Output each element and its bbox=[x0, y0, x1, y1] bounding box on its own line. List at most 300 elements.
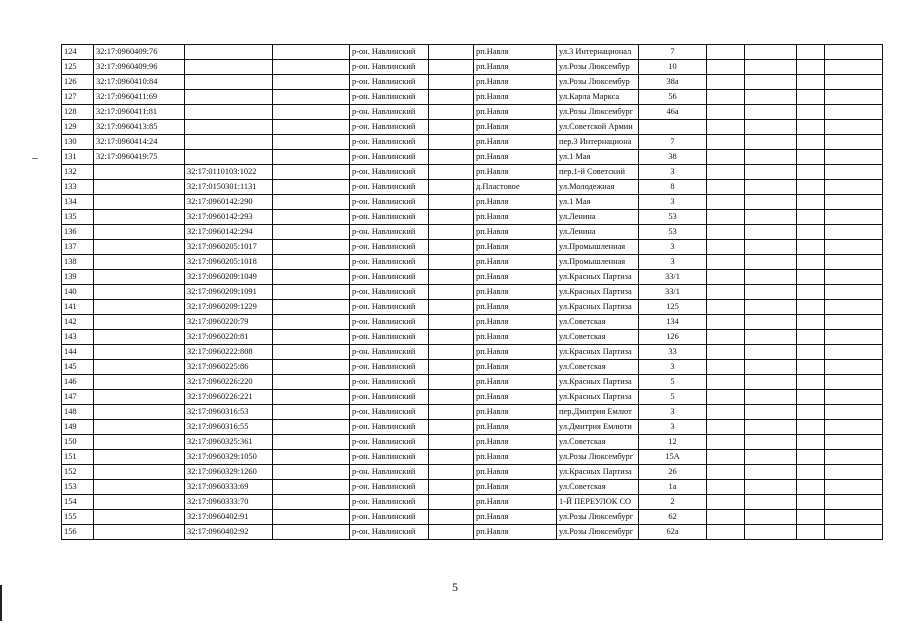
empty-cell bbox=[707, 135, 745, 150]
empty-cell bbox=[707, 180, 745, 195]
empty-cell bbox=[429, 405, 474, 420]
page-number: 5 bbox=[452, 580, 458, 594]
cadastral-number-cell bbox=[94, 510, 185, 525]
district-cell: р-он. Навлинский bbox=[350, 90, 429, 105]
empty-cell bbox=[273, 375, 350, 390]
cadastral-number-cell bbox=[94, 405, 185, 420]
empty-cell bbox=[825, 195, 883, 210]
empty-cell bbox=[273, 195, 350, 210]
empty-cell bbox=[429, 150, 474, 165]
row-number-cell: 144 bbox=[62, 345, 94, 360]
empty-cell bbox=[707, 165, 745, 180]
cadastral-number-alt-cell: 32:17:0960333:70 bbox=[185, 495, 273, 510]
empty-cell bbox=[797, 225, 825, 240]
empty-cell bbox=[745, 330, 797, 345]
empty-cell bbox=[797, 150, 825, 165]
table-row bbox=[62, 480, 883, 495]
empty-cell bbox=[825, 330, 883, 345]
locality-cell: рп.Навля bbox=[474, 135, 557, 150]
empty-cell bbox=[825, 300, 883, 315]
empty-cell bbox=[797, 525, 825, 540]
empty-cell bbox=[429, 90, 474, 105]
empty-cell bbox=[273, 45, 350, 60]
cadastral-number-cell bbox=[94, 225, 185, 240]
empty-cell bbox=[429, 75, 474, 90]
district-cell: р-он. Навлинский bbox=[350, 45, 429, 60]
table-row bbox=[62, 495, 883, 510]
house-number-cell: 125 bbox=[639, 300, 707, 315]
table-row bbox=[62, 270, 883, 285]
empty-cell bbox=[797, 315, 825, 330]
street-cell: ул.Молодежная bbox=[557, 180, 639, 195]
cadastral-number-alt-cell: 32:17:0960205:1017 bbox=[185, 240, 273, 255]
locality-cell: рп.Навля bbox=[474, 375, 557, 390]
cadastral-number-alt-cell: 32:17:0960225:86 bbox=[185, 360, 273, 375]
empty-cell bbox=[429, 195, 474, 210]
cadastral-number-cell: 32:17:0960413:85 bbox=[94, 120, 185, 135]
house-number-cell: 33/1 bbox=[639, 270, 707, 285]
row-number-cell: 143 bbox=[62, 330, 94, 345]
locality-cell: рп.Навля bbox=[474, 330, 557, 345]
street-cell: ул.Промышленная bbox=[557, 240, 639, 255]
cadastral-number-alt-cell: 32:17:0960329:1260 bbox=[185, 465, 273, 480]
street-cell: ул.Красных Партиза bbox=[557, 375, 639, 390]
house-number-cell: 126 bbox=[639, 330, 707, 345]
empty-cell bbox=[429, 435, 474, 450]
empty-cell bbox=[825, 405, 883, 420]
empty-cell bbox=[825, 390, 883, 405]
empty-cell bbox=[825, 165, 883, 180]
empty-cell bbox=[429, 360, 474, 375]
empty-cell bbox=[825, 525, 883, 540]
cadastral-number-cell bbox=[94, 495, 185, 510]
empty-cell bbox=[797, 210, 825, 225]
house-number-cell: 53 bbox=[639, 210, 707, 225]
empty-cell bbox=[273, 240, 350, 255]
house-number-cell: 53 bbox=[639, 225, 707, 240]
district-cell: р-он. Навлинский bbox=[350, 510, 429, 525]
district-cell: р-он. Навлинский bbox=[350, 375, 429, 390]
empty-cell bbox=[797, 345, 825, 360]
house-number-cell: 1а bbox=[639, 480, 707, 495]
row-number-cell: 152 bbox=[62, 465, 94, 480]
table-row bbox=[62, 420, 883, 435]
locality-cell: рп.Навля bbox=[474, 405, 557, 420]
empty-cell bbox=[825, 135, 883, 150]
empty-cell bbox=[707, 270, 745, 285]
street-cell: ул.Ленина bbox=[557, 210, 639, 225]
street-cell: ул.Дмитрия Емлюти bbox=[557, 420, 639, 435]
empty-cell bbox=[825, 420, 883, 435]
empty-cell bbox=[707, 225, 745, 240]
empty-cell bbox=[429, 180, 474, 195]
house-number-cell: 7 bbox=[639, 45, 707, 60]
empty-cell bbox=[797, 270, 825, 285]
empty-cell bbox=[707, 240, 745, 255]
row-number-cell: 155 bbox=[62, 510, 94, 525]
cadastral-number-cell: 32:17:0960409:76 bbox=[94, 45, 185, 60]
empty-cell bbox=[273, 60, 350, 75]
street-cell: пер.1-й Советский bbox=[557, 165, 639, 180]
cadastral-number-alt-cell: 32:17:0960325:361 bbox=[185, 435, 273, 450]
district-cell: р-он. Навлинский bbox=[350, 120, 429, 135]
empty-cell bbox=[273, 285, 350, 300]
district-cell: р-он. Навлинский bbox=[350, 450, 429, 465]
street-cell: ул.Розы Люксембур bbox=[557, 60, 639, 75]
empty-cell bbox=[825, 150, 883, 165]
empty-cell bbox=[745, 360, 797, 375]
locality-cell: рп.Навля bbox=[474, 450, 557, 465]
house-number-cell: 26 bbox=[639, 465, 707, 480]
street-cell: ул.Розы Люксембург bbox=[557, 525, 639, 540]
empty-cell bbox=[797, 285, 825, 300]
street-cell: ул.Советская bbox=[557, 435, 639, 450]
locality-cell: рп.Навля bbox=[474, 360, 557, 375]
cadastral-number-cell: 32:17:0960419:75 bbox=[94, 150, 185, 165]
empty-cell bbox=[273, 360, 350, 375]
row-number-cell: 139 bbox=[62, 270, 94, 285]
empty-cell bbox=[825, 495, 883, 510]
district-cell: р-он. Навлинский bbox=[350, 315, 429, 330]
empty-cell bbox=[745, 90, 797, 105]
empty-cell bbox=[707, 525, 745, 540]
table-row bbox=[62, 240, 883, 255]
row-number-cell: 147 bbox=[62, 390, 94, 405]
empty-cell bbox=[429, 315, 474, 330]
empty-cell bbox=[429, 210, 474, 225]
empty-cell bbox=[707, 195, 745, 210]
margin-mark bbox=[32, 158, 38, 159]
locality-cell: рп.Навля bbox=[474, 210, 557, 225]
empty-cell bbox=[745, 195, 797, 210]
street-cell: ул.Советская bbox=[557, 330, 639, 345]
cadastral-number-cell bbox=[94, 480, 185, 495]
cadastral-number-alt-cell: 32:17:0960226:220 bbox=[185, 375, 273, 390]
table-row bbox=[62, 345, 883, 360]
house-number-cell: 3 bbox=[639, 165, 707, 180]
locality-cell: рп.Навля bbox=[474, 285, 557, 300]
empty-cell bbox=[707, 120, 745, 135]
cadastral-number-alt-cell: 32:17:0960209:1229 bbox=[185, 300, 273, 315]
empty-cell bbox=[429, 480, 474, 495]
table-row bbox=[62, 315, 883, 330]
cadastral-number-alt-cell: 32:17:0960142:294 bbox=[185, 225, 273, 240]
empty-cell bbox=[745, 210, 797, 225]
empty-cell bbox=[273, 300, 350, 315]
empty-cell bbox=[745, 135, 797, 150]
empty-cell bbox=[825, 285, 883, 300]
empty-cell bbox=[273, 465, 350, 480]
district-cell: р-он. Навлинский bbox=[350, 390, 429, 405]
empty-cell bbox=[797, 195, 825, 210]
cadastral-number-alt-cell: 32:17:0960402:92 bbox=[185, 525, 273, 540]
cadastral-number-alt-cell bbox=[185, 90, 273, 105]
cadastral-number-cell bbox=[94, 165, 185, 180]
street-cell: 1-Й ПЕРЕУЛОК СО bbox=[557, 495, 639, 510]
house-number-cell bbox=[639, 120, 707, 135]
empty-cell bbox=[745, 165, 797, 180]
cadastral-number-cell: 32:17:0960409:96 bbox=[94, 60, 185, 75]
locality-cell: рп.Навля bbox=[474, 435, 557, 450]
cadastral-number-alt-cell: 32:17:0150301:1131 bbox=[185, 180, 273, 195]
empty-cell bbox=[707, 330, 745, 345]
locality-cell: д.Пластовое bbox=[474, 180, 557, 195]
empty-cell bbox=[707, 480, 745, 495]
street-cell: ул.Красных Партиза bbox=[557, 270, 639, 285]
empty-cell bbox=[745, 45, 797, 60]
empty-cell bbox=[273, 510, 350, 525]
district-cell: р-он. Навлинский bbox=[350, 525, 429, 540]
empty-cell bbox=[797, 465, 825, 480]
empty-cell bbox=[797, 420, 825, 435]
cadastral-number-cell bbox=[94, 180, 185, 195]
row-number-cell: 141 bbox=[62, 300, 94, 315]
empty-cell bbox=[429, 465, 474, 480]
empty-cell bbox=[429, 375, 474, 390]
row-number-cell: 131 bbox=[62, 150, 94, 165]
house-number-cell: 38 bbox=[639, 150, 707, 165]
empty-cell bbox=[273, 225, 350, 240]
property-registry-table bbox=[61, 44, 883, 540]
empty-cell bbox=[745, 180, 797, 195]
street-cell: ул.Промышленная bbox=[557, 255, 639, 270]
district-cell: р-он. Навлинский bbox=[350, 285, 429, 300]
locality-cell: рп.Навля bbox=[474, 495, 557, 510]
empty-cell bbox=[273, 135, 350, 150]
cadastral-number-cell: 32:17:0960414:24 bbox=[94, 135, 185, 150]
empty-cell bbox=[707, 450, 745, 465]
empty-cell bbox=[707, 360, 745, 375]
table-row bbox=[62, 285, 883, 300]
cadastral-number-cell bbox=[94, 315, 185, 330]
district-cell: р-он. Навлинский bbox=[350, 405, 429, 420]
street-cell: ул.1 Мая bbox=[557, 195, 639, 210]
empty-cell bbox=[825, 345, 883, 360]
empty-cell bbox=[797, 240, 825, 255]
house-number-cell: 3 bbox=[639, 420, 707, 435]
cadastral-number-alt-cell bbox=[185, 105, 273, 120]
empty-cell bbox=[825, 450, 883, 465]
street-cell: пер.3 Интернациона bbox=[557, 135, 639, 150]
cadastral-number-cell bbox=[94, 375, 185, 390]
cadastral-number-cell bbox=[94, 435, 185, 450]
empty-cell bbox=[429, 390, 474, 405]
locality-cell: рп.Навля bbox=[474, 300, 557, 315]
district-cell: р-он. Навлинский bbox=[350, 435, 429, 450]
locality-cell: рп.Навля bbox=[474, 345, 557, 360]
row-number-cell: 142 bbox=[62, 315, 94, 330]
district-cell: р-он. Навлинский bbox=[350, 105, 429, 120]
empty-cell bbox=[797, 60, 825, 75]
table-row bbox=[62, 90, 883, 105]
table-row bbox=[62, 450, 883, 465]
cadastral-number-alt-cell: 32:17:0960402:91 bbox=[185, 510, 273, 525]
cadastral-number-alt-cell bbox=[185, 120, 273, 135]
district-cell: р-он. Навлинский bbox=[350, 180, 429, 195]
empty-cell bbox=[273, 525, 350, 540]
street-cell: ул.Советская bbox=[557, 360, 639, 375]
empty-cell bbox=[707, 465, 745, 480]
locality-cell: рп.Навля bbox=[474, 270, 557, 285]
row-number-cell: 130 bbox=[62, 135, 94, 150]
empty-cell bbox=[707, 75, 745, 90]
empty-cell bbox=[825, 210, 883, 225]
cadastral-number-alt-cell bbox=[185, 45, 273, 60]
empty-cell bbox=[273, 90, 350, 105]
empty-cell bbox=[429, 240, 474, 255]
empty-cell bbox=[745, 315, 797, 330]
street-cell: ул.Советская bbox=[557, 480, 639, 495]
empty-cell bbox=[825, 45, 883, 60]
empty-cell bbox=[745, 525, 797, 540]
house-number-cell: 3 bbox=[639, 255, 707, 270]
empty-cell bbox=[707, 60, 745, 75]
empty-cell bbox=[273, 345, 350, 360]
table-row bbox=[62, 330, 883, 345]
empty-cell bbox=[745, 120, 797, 135]
empty-cell bbox=[745, 240, 797, 255]
empty-cell bbox=[797, 105, 825, 120]
house-number-cell: 10 bbox=[639, 60, 707, 75]
locality-cell: рп.Навля bbox=[474, 105, 557, 120]
empty-cell bbox=[797, 330, 825, 345]
empty-cell bbox=[273, 255, 350, 270]
empty-cell bbox=[273, 420, 350, 435]
empty-cell bbox=[797, 135, 825, 150]
district-cell: р-он. Навлинский bbox=[350, 345, 429, 360]
district-cell: р-он. Навлинский bbox=[350, 255, 429, 270]
table-row bbox=[62, 150, 883, 165]
empty-cell bbox=[825, 315, 883, 330]
cadastral-number-alt-cell bbox=[185, 150, 273, 165]
empty-cell bbox=[825, 255, 883, 270]
street-cell: ул.Розы Люксембур bbox=[557, 75, 639, 90]
empty-cell bbox=[745, 270, 797, 285]
cadastral-number-cell bbox=[94, 525, 185, 540]
row-number-cell: 136 bbox=[62, 225, 94, 240]
district-cell: р-он. Навлинский bbox=[350, 330, 429, 345]
cadastral-number-alt-cell: 32:17:0960226:221 bbox=[185, 390, 273, 405]
table-row bbox=[62, 300, 883, 315]
empty-cell bbox=[707, 210, 745, 225]
empty-cell bbox=[273, 405, 350, 420]
district-cell: р-он. Навлинский bbox=[350, 360, 429, 375]
table-row bbox=[62, 165, 883, 180]
house-number-cell: 5 bbox=[639, 390, 707, 405]
empty-cell bbox=[745, 480, 797, 495]
row-number-cell: 129 bbox=[62, 120, 94, 135]
district-cell: р-он. Навлинский bbox=[350, 75, 429, 90]
locality-cell: рп.Навля bbox=[474, 60, 557, 75]
district-cell: р-он. Навлинский bbox=[350, 195, 429, 210]
cadastral-number-alt-cell: 32:17:0960316:53 bbox=[185, 405, 273, 420]
locality-cell: рп.Навля bbox=[474, 90, 557, 105]
empty-cell bbox=[273, 165, 350, 180]
cadastral-number-cell bbox=[94, 210, 185, 225]
street-cell: ул.Советская bbox=[557, 315, 639, 330]
district-cell: р-он. Навлинский bbox=[350, 165, 429, 180]
cadastral-number-cell bbox=[94, 270, 185, 285]
street-cell: ул.Красных Партиза bbox=[557, 345, 639, 360]
empty-cell bbox=[797, 390, 825, 405]
locality-cell: рп.Навля bbox=[474, 240, 557, 255]
locality-cell: рп.Навля bbox=[474, 525, 557, 540]
cadastral-number-cell bbox=[94, 345, 185, 360]
empty-cell bbox=[429, 225, 474, 240]
row-number-cell: 149 bbox=[62, 420, 94, 435]
empty-cell bbox=[745, 435, 797, 450]
cadastral-number-cell bbox=[94, 465, 185, 480]
street-cell: ул.Красных Партиза bbox=[557, 285, 639, 300]
street-cell: ул.Красных Партиза bbox=[557, 300, 639, 315]
empty-cell bbox=[797, 120, 825, 135]
empty-cell bbox=[707, 510, 745, 525]
cadastral-number-cell: 32:17:0960411:69 bbox=[94, 90, 185, 105]
empty-cell bbox=[797, 450, 825, 465]
cadastral-number-alt-cell bbox=[185, 60, 273, 75]
house-number-cell: 15А bbox=[639, 450, 707, 465]
empty-cell bbox=[745, 75, 797, 90]
street-cell: ул.Ленина bbox=[557, 225, 639, 240]
row-number-cell: 146 bbox=[62, 375, 94, 390]
district-cell: р-он. Навлинский bbox=[350, 240, 429, 255]
empty-cell bbox=[797, 90, 825, 105]
row-number-cell: 140 bbox=[62, 285, 94, 300]
empty-cell bbox=[273, 270, 350, 285]
cadastral-number-alt-cell: 32:17:0960209:1049 bbox=[185, 270, 273, 285]
empty-cell bbox=[797, 300, 825, 315]
empty-cell bbox=[429, 120, 474, 135]
house-number-cell: 38а bbox=[639, 75, 707, 90]
table-row bbox=[62, 105, 883, 120]
empty-cell bbox=[429, 255, 474, 270]
empty-cell bbox=[745, 255, 797, 270]
row-number-cell: 133 bbox=[62, 180, 94, 195]
cadastral-number-alt-cell: 32:17:0110103:1022 bbox=[185, 165, 273, 180]
empty-cell bbox=[745, 405, 797, 420]
empty-cell bbox=[825, 510, 883, 525]
district-cell: р-он. Навлинский bbox=[350, 270, 429, 285]
empty-cell bbox=[429, 60, 474, 75]
locality-cell: рп.Навля bbox=[474, 225, 557, 240]
empty-cell bbox=[825, 465, 883, 480]
house-number-cell: 12 bbox=[639, 435, 707, 450]
street-cell: ул.Красных Партиза bbox=[557, 390, 639, 405]
row-number-cell: 148 bbox=[62, 405, 94, 420]
empty-cell bbox=[797, 510, 825, 525]
cadastral-number-cell bbox=[94, 195, 185, 210]
empty-cell bbox=[825, 120, 883, 135]
table-body bbox=[62, 45, 883, 540]
empty-cell bbox=[745, 60, 797, 75]
empty-cell bbox=[429, 495, 474, 510]
empty-cell bbox=[273, 480, 350, 495]
empty-cell bbox=[825, 75, 883, 90]
empty-cell bbox=[429, 105, 474, 120]
cadastral-number-alt-cell bbox=[185, 75, 273, 90]
row-number-cell: 125 bbox=[62, 60, 94, 75]
empty-cell bbox=[745, 345, 797, 360]
cadastral-number-alt-cell: 32:17:0960333:69 bbox=[185, 480, 273, 495]
house-number-cell: 134 bbox=[639, 315, 707, 330]
row-number-cell: 156 bbox=[62, 525, 94, 540]
empty-cell bbox=[707, 420, 745, 435]
empty-cell bbox=[745, 390, 797, 405]
table-row bbox=[62, 195, 883, 210]
empty-cell bbox=[707, 315, 745, 330]
locality-cell: рп.Навля bbox=[474, 195, 557, 210]
row-number-cell: 138 bbox=[62, 255, 94, 270]
